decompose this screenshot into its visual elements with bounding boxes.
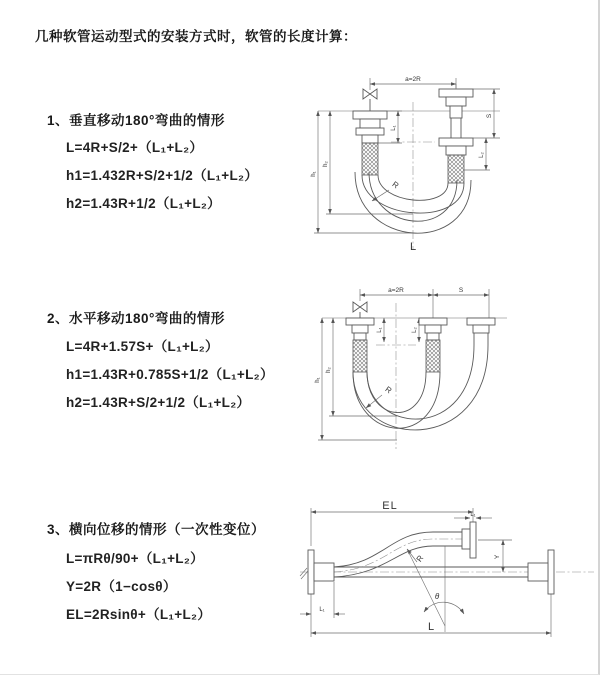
section-3-formula-EL: EL=2Rsinθ+（L₁+L₂） [66, 607, 212, 622]
d3-label-theta: θ [434, 592, 440, 601]
d3-labels [319, 500, 501, 633]
d2-dimension-lines [318, 289, 507, 440]
d1-dimension-lines [314, 78, 500, 233]
d1-right-pipe-fitting [439, 84, 473, 183]
section-2-heading: 2、水平移动180°弯曲的情形 [47, 311, 225, 326]
d1-label-a2r: a=2R [405, 76, 421, 83]
section-1-heading: 1、垂直移动180°弯曲的情形 [47, 113, 225, 128]
d2-right-pipe-fitting [467, 318, 495, 345]
d1-label-l: L [409, 241, 417, 253]
d3-centerline-break-mark [300, 568, 308, 579]
d3-displaced-flange [462, 522, 476, 558]
section-1-formula-h2: h2=1.43R+1/2（L₁+L₂） [66, 196, 221, 211]
section-2-formula-h1: h1=1.43R+0.785S+1/2（L₁+L₂） [66, 367, 274, 382]
d2-label-s: S [458, 287, 464, 294]
page-title: 几种软管运动型式的安装方式时，软管的长度计算： [35, 29, 357, 44]
section-1-formula-L: L=4R+S/2+（L₁+L₂） [66, 140, 204, 155]
section-2-formula-L: L=4R+1.57S+（L₁+L₂） [66, 339, 219, 354]
section-3-formula-Y: Y=2R（1−cosθ） [66, 579, 177, 594]
d2-label-r: R [383, 384, 394, 396]
d1-label-h1: h₁ [311, 171, 317, 177]
d1-centerlines [391, 102, 435, 250]
d2-label-l1: L₁ [377, 327, 383, 333]
section-2-formula-h2: h2=1.43R+S/2+1/2（L₁+L₂） [66, 395, 251, 410]
d1-label-l1: L₁ [391, 125, 397, 131]
d2-labels [315, 287, 464, 395]
d2-hose-curves [353, 345, 488, 430]
diagram-vertical-180-bend [310, 64, 530, 258]
d3-dimension-lines [300, 508, 551, 637]
d3-label-el: EL [382, 500, 398, 512]
section-3-formula-L: L=πRθ/90+（L₁+L₂） [66, 551, 204, 566]
d1-valve-icon [363, 89, 377, 111]
d2-middle-pipe-fitting [419, 318, 447, 372]
d3-label-l1-top: L₁ [470, 512, 476, 518]
d2-label-h1: h₁ [315, 377, 321, 383]
d2-left-pipe-fitting [346, 318, 374, 372]
section-1-formula-h1: h1=1.432R+S/2+1/2（L₁+L₂） [66, 168, 259, 183]
d3-left-flange [308, 550, 334, 594]
d1-label-r: R [390, 179, 401, 191]
d1-label-l2: L₂ [479, 152, 485, 158]
d3-right-flange [528, 550, 554, 594]
d2-label-l2: L₂ [412, 327, 418, 333]
d3-label-l1-bottom: L₁ [319, 607, 325, 613]
d1-label-s: S [486, 113, 493, 119]
d3-label-r: R [414, 553, 426, 564]
d2-label-h2: h₂ [326, 367, 332, 373]
d3-label-l: L [427, 621, 435, 633]
d2-label-a2r: a=2R [388, 287, 404, 294]
d2-valve-icon [353, 302, 367, 318]
d1-label-h2: h₂ [323, 161, 329, 167]
diagram-horizontal-180-bend [312, 285, 552, 457]
d3-label-y: Y [494, 554, 501, 560]
section-3-heading: 3、横向位移的情形（一次性变位） [47, 522, 266, 537]
diagram-lateral-displacement [298, 496, 598, 654]
